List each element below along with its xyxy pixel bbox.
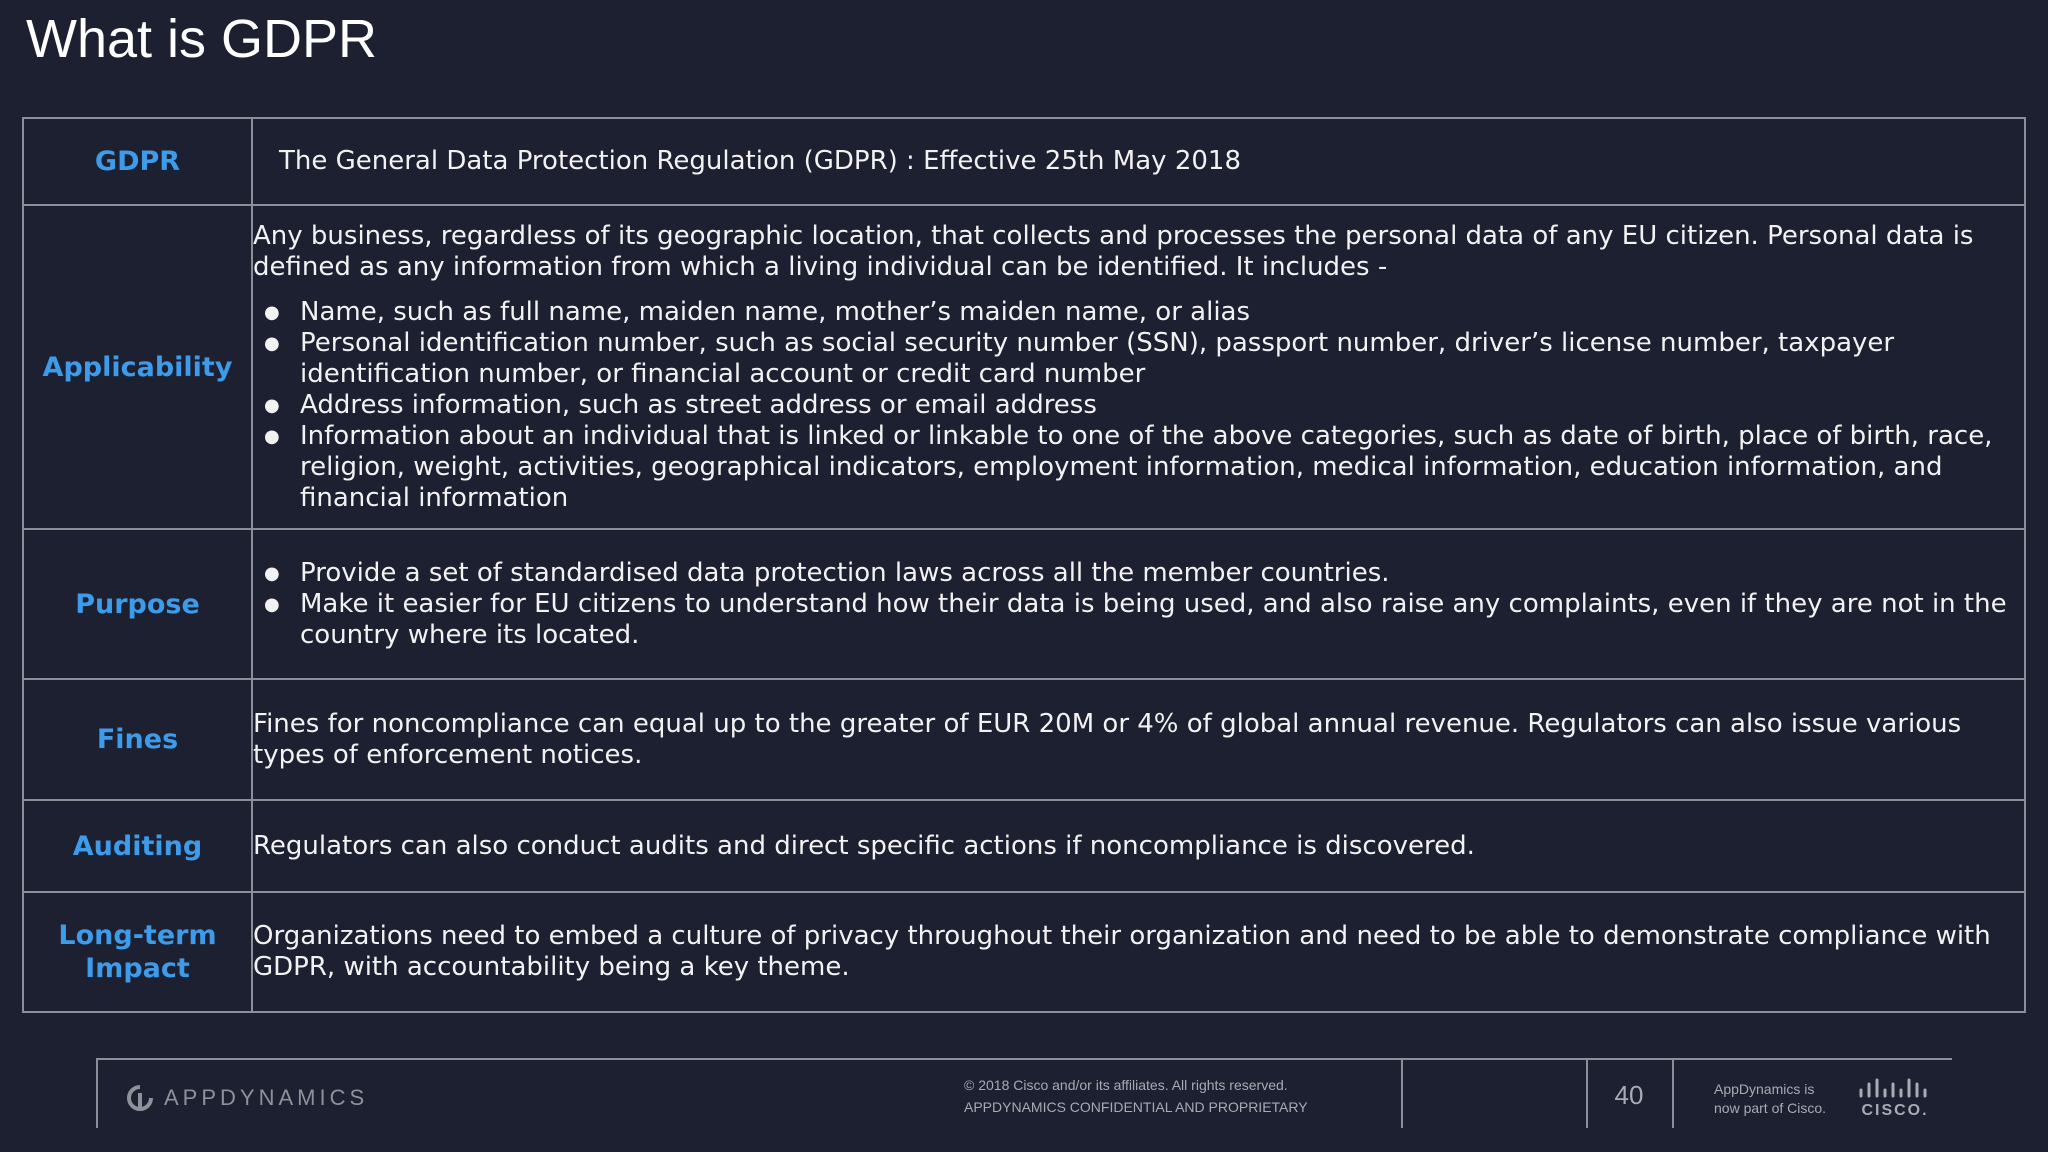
cisco-wordmark: CISCO.	[1861, 1102, 1929, 1119]
copyright-line2: APPDYNAMICS CONFIDENTIAL AND PROPRIETARY	[964, 1099, 1308, 1115]
auditing-text: Regulators can also conduct audits and direct specific actions if noncompliance is discovered.	[253, 830, 1475, 861]
row-content-purpose	[252, 529, 2025, 679]
longterm-label-line1: Long-term	[58, 920, 217, 951]
row-label-auditing: Auditing	[23, 800, 252, 892]
row-label-fines: Fines	[23, 679, 252, 800]
cisco-logo	[1858, 1078, 1932, 1120]
cisco-note-line2: now part of Cisco.	[1714, 1100, 1827, 1116]
list-item: ● Name, such as full name, maiden name, mother’s maiden name, or alias	[300, 297, 2024, 328]
cisco-note	[1714, 1080, 1826, 1118]
longterm-text: Organizations need to embed a culture of privacy throughout their organization and need to be able to demonstrate compliance with GDPR, with accountability being a key theme.	[253, 921, 1991, 982]
table-row-fines	[23, 679, 2025, 800]
appdynamics-mark-icon	[126, 1084, 154, 1112]
list-item: ● Make it easier for EU citizens to understand how their data is being used, and also raise any complaints, even if they are not in the country where its located.	[300, 589, 2024, 651]
table-row-gdpr	[23, 118, 2025, 205]
row-content-applicability	[252, 205, 2025, 529]
row-content-fines	[252, 679, 2025, 800]
page-number: 40	[1614, 1080, 1644, 1110]
row-label-applicability: Applicability	[23, 205, 252, 529]
list-item: ● Provide a set of standardised data protection laws across all the member countries.	[300, 558, 2024, 589]
copyright-notice	[964, 1074, 1308, 1118]
footer-divider-left	[96, 1058, 98, 1128]
row-content-gdpr	[252, 118, 2025, 205]
cisco-note-line1: AppDynamics is	[1714, 1081, 1815, 1097]
row-label-longterm	[23, 892, 252, 1012]
table-row-purpose	[23, 529, 2025, 679]
longterm-label-line2: Impact	[85, 953, 190, 984]
appdynamics-logo	[126, 1084, 368, 1112]
slide-title: What is GDPR	[26, 9, 378, 69]
table-row-auditing	[23, 800, 2025, 892]
fines-text: Fines for noncompliance can equal up to the greater of EUR 20M or 4% of global annual revenue. Regulators can also issue various types of enforcement notices.	[253, 708, 1962, 770]
gdpr-table	[22, 117, 2026, 1013]
purpose-bullets	[253, 558, 2024, 651]
table-row-longterm	[23, 892, 2025, 1012]
copyright-line1: © 2018 Cisco and/or its affiliates. All rights reserved.	[964, 1077, 1288, 1093]
row-content-auditing	[252, 800, 2025, 892]
list-item: ● Information about an individual that is linked or linkable to one of the above categories, such as date of birth, place of birth, race, religion, weight, activities, geographical indicators, employment information, medical information, education information, and financial information	[300, 421, 2024, 514]
row-label-purpose: Purpose	[23, 529, 252, 679]
applicability-bullets	[253, 297, 2024, 514]
row-label-gdpr: GDPR	[23, 118, 252, 205]
cisco-bars-icon	[1858, 1078, 1932, 1100]
list-item: ● Address information, such as street address or email address	[300, 390, 2024, 421]
footer-divider-page-right	[1672, 1058, 1674, 1128]
row-content-longterm	[252, 892, 2025, 1012]
footer-divider-mid	[1401, 1058, 1403, 1128]
gdpr-definition: The General Data Protection Regulation (GDPR) : Effective 25th May 2018	[279, 146, 1241, 176]
table-row-applicability	[23, 205, 2025, 529]
applicability-intro: Any business, regardless of its geographic location, that collects and processes the personal data of any EU citizen. Personal data is defined as any information from which a living individual can be identified. It includes -	[253, 220, 1974, 282]
list-item: ● Personal identification number, such as social security number (SSN), passport number, driver’s license number, taxpayer identification number, or financial account or credit card number	[300, 328, 2024, 390]
appdynamics-wordmark: APPDYNAMICS	[164, 1085, 369, 1110]
